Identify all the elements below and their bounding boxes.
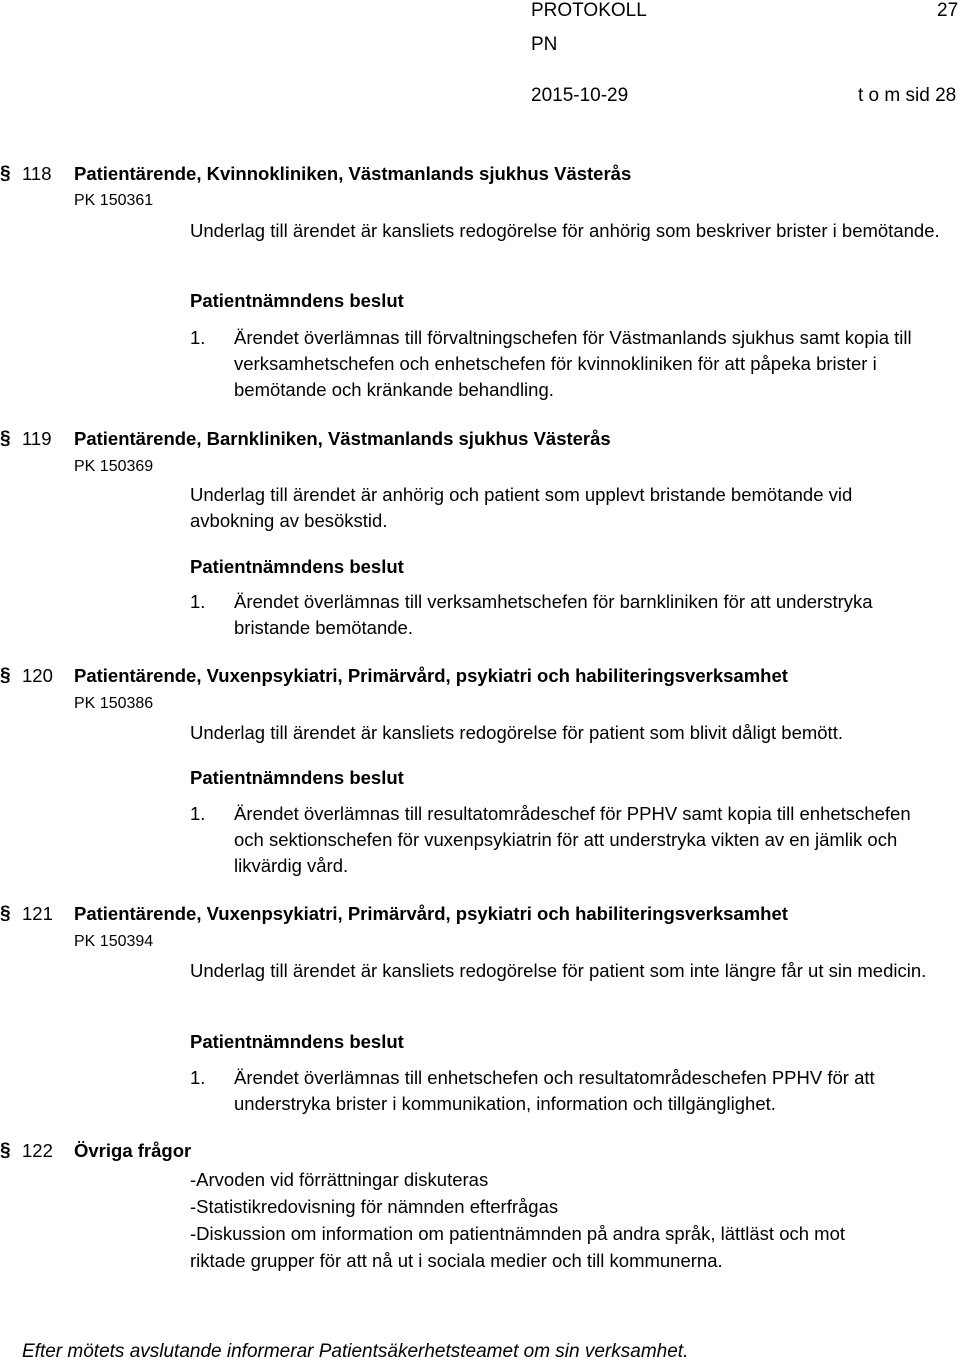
decision-item xyxy=(190,589,940,641)
decision-number: 1. xyxy=(190,803,206,824)
case-number: PK 150386 xyxy=(74,695,154,712)
footer-note: Efter mötets avslutande informerar Patientsäkerhetsteamet om sin verksamhet. xyxy=(22,1341,689,1362)
underlag-text: Underlag till ärendet är kansliets redogörelse för patient som blivit dåligt bemött. xyxy=(190,722,843,743)
case-number: PK 150361 xyxy=(74,192,154,209)
section-mark: § xyxy=(0,163,11,184)
section-number: 122 xyxy=(22,1140,53,1161)
section-number: 118 xyxy=(22,163,52,184)
decision-item xyxy=(190,1065,940,1117)
case-number: PK 150369 xyxy=(74,458,154,475)
decision-number: 1. xyxy=(190,327,206,348)
section-mark: § xyxy=(0,428,11,449)
section-title: Patientärende, Barnkliniken, Västmanlands sjukhus Västerås xyxy=(74,428,611,449)
beslut-heading: Patientnämndens beslut xyxy=(190,556,404,577)
beslut-heading: Patientnämndens beslut xyxy=(190,1031,404,1052)
decision-item xyxy=(190,325,940,403)
underlag-text: Underlag till ärendet är kansliets redogörelse för patient som inte längre får ut sin medicin. xyxy=(190,960,927,981)
section-title: Patientärende, Vuxenpsykiatri, Primärvård, psykiatri och habiliteringsverksamhet xyxy=(74,903,788,924)
underlag-text: Underlag till ärendet är kansliets redogörelse för anhörig som beskriver brister i bemötande. xyxy=(190,220,940,241)
org-code: PN xyxy=(531,34,558,55)
decision-text: Ärendet överlämnas till resultatområdeschef för PPHV samt kopia till enhetschefen och sektionschefen för vuxenpsykiatrin för att understryka vikten av en jämlik och likvärdig vård. xyxy=(234,803,911,876)
decision-text: Ärendet överlämnas till verksamhetschefen för barnkliniken för att understryka bristande bemötande. xyxy=(234,591,873,638)
section-title: Patientärende, Vuxenpsykiatri, Primärvård, psykiatri och habiliteringsverksamhet xyxy=(74,665,788,686)
doc-type: PROTOKOLL xyxy=(531,0,647,21)
decision-item xyxy=(190,801,940,879)
decision-text: Ärendet överlämnas till enhetschefen och resultatområdeschefen PPHV för att understryka brister i kommunikation, information och tillgänglighet. xyxy=(234,1067,875,1114)
section-number: 119 xyxy=(22,428,52,449)
section-mark: § xyxy=(0,1140,11,1161)
section-number: 121 xyxy=(22,903,53,924)
section-mark: § xyxy=(0,903,11,924)
section-title: Patientärende, Kvinnokliniken, Västmanlands sjukhus Västerås xyxy=(74,163,632,184)
case-number: PK 150394 xyxy=(74,933,154,950)
decision-text: Ärendet överlämnas till förvaltningschefen för Västmanlands sjukhus samt kopia till verksamhetschefen och enhetschefen för kvinnokliniken för att påpeka brister i bemötande och kränkande behandling. xyxy=(234,327,912,400)
section-number: 120 xyxy=(22,665,53,686)
misc-line: -Arvoden vid förrättningar diskuteras xyxy=(190,1169,489,1190)
underlag-text: Underlag till ärendet är anhörig och patient som upplevt bristande bemötande vid avbokning av besökstid. xyxy=(190,484,853,531)
section-title: Övriga frågor xyxy=(74,1140,192,1161)
beslut-heading: Patientnämndens beslut xyxy=(190,290,404,311)
meeting-date: 2015-10-29 xyxy=(531,85,629,106)
decision-number: 1. xyxy=(190,1067,206,1088)
misc-line: -Statistikredovisning för nämnden efterfrågas xyxy=(190,1196,559,1217)
misc-line: riktade grupper för att nå ut i sociala medier och till kommunerna. xyxy=(190,1250,723,1271)
beslut-heading: Patientnämndens beslut xyxy=(190,767,404,788)
misc-line: -Diskussion om information om patientnämnden på andra språk, lättläst och mot xyxy=(190,1223,846,1244)
section-mark: § xyxy=(0,665,11,686)
page-number: 27 xyxy=(937,0,959,21)
page-range: t o m sid 28 xyxy=(858,85,957,106)
decision-number: 1. xyxy=(190,591,206,612)
